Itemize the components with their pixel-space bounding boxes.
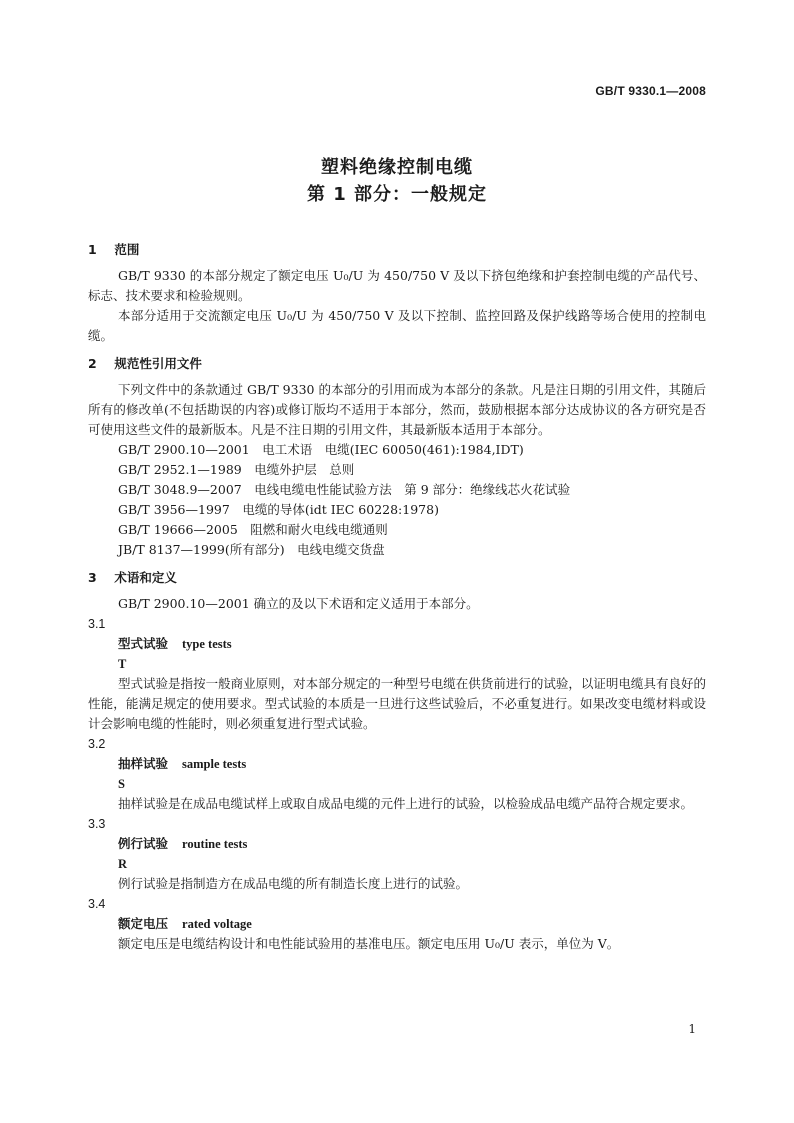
reference-item: JB/T 8137—1999(所有部分) 电线电缆交货盘 xyxy=(118,542,385,557)
reference-item: GB/T 2952.1—1989 电缆外护层 总则 xyxy=(118,462,355,477)
term-en: type tests xyxy=(182,637,232,651)
term-abbreviation: S xyxy=(118,777,125,791)
section-heading-scope xyxy=(88,240,706,260)
term-definition: 额定电压是电缆结构设计和电性能试验用的基准电压。额定电压用 U₀/U 表示，单位为 V。 xyxy=(118,936,620,951)
term-zh: 型式试验 xyxy=(118,636,169,651)
term-zh: 额定电压 xyxy=(118,916,169,931)
paragraph: 本部分适用于交流额定电压 U₀/U 为 450/750 V 及以下控制、监控回路及保护线路等场合使用的控制电缆。 xyxy=(88,308,706,343)
term-en: rated voltage xyxy=(182,917,252,931)
page-number: 1 xyxy=(688,1022,696,1036)
term-en: routine tests xyxy=(182,837,248,851)
paragraph: 下列文件中的条款通过 GB/T 9330 的本部分的引用而成为本部分的条款。凡是注日期的引用文件，其随后所有的修改单(不包括勘误的内容)或修订版均不适用于本部分，然而，鼓励根据本部分达成协议的各方研究是否可使用这些文件的最新版本。凡是不注日期的引用文件，其最新版本适用于本部分。 xyxy=(88,382,706,437)
document-title: 塑料绝缘控制电缆 xyxy=(321,157,473,178)
reference-item: GB/T 19666—2005 阻燃和耐火电线电缆通则 xyxy=(118,522,388,537)
term-entry xyxy=(88,834,706,854)
term-entry xyxy=(88,634,706,654)
section-heading-normative-references xyxy=(88,354,706,374)
section-title: 术语和定义 xyxy=(114,570,177,585)
term-entry xyxy=(88,754,706,774)
term-definition: 例行试验是指制造方在成品电缆的所有制造长度上进行的试验。 xyxy=(118,876,469,891)
section-number: 3 xyxy=(88,570,97,585)
term-definition: 型式试验是指按一般商业原则，对本部分规定的一种型号电缆在供货前进行的试验，以证明电缆具有良好的性能，能满足规定的使用要求。型式试验的本质是一旦进行这些试验后，不必重复进行。如果改变电缆材料或设计会影响电缆的性能时，则必须重复进行型式试验。 xyxy=(88,676,706,731)
term-en: sample tests xyxy=(182,757,247,771)
section-number: 1 xyxy=(88,242,97,257)
term-entry xyxy=(88,914,706,934)
paragraph: GB/T 9330 的本部分规定了额定电压 U₀/U 为 450/750 V 及以下挤包绝缘和护套控制电缆的产品代号、标志、技术要求和检验规则。 xyxy=(88,268,706,303)
standard-code: GB/T 9330.1—2008 xyxy=(595,84,706,98)
document-body xyxy=(88,240,706,954)
clause-number: 3.1 xyxy=(88,617,106,631)
document-subtitle: 第 1 部分：一般规定 xyxy=(306,184,488,205)
term-abbreviation: T xyxy=(118,657,127,671)
reference-item: GB/T 3048.9—2007 电线电缆电性能试验方法 第 9 部分：绝缘线芯火花试验 xyxy=(118,482,571,497)
term-definition: 抽样试验是在成品电缆试样上或取自成品电缆的元件上进行的试验，以检验成品电缆产品符合规定要求。 xyxy=(118,796,694,811)
section-number: 2 xyxy=(88,356,97,371)
clause-number: 3.3 xyxy=(88,817,106,831)
section-heading-terms-definitions xyxy=(88,568,706,588)
clause-number: 3.2 xyxy=(88,737,106,751)
reference-item: GB/T 3956—1997 电缆的导体(idt IEC 60228:1978) xyxy=(118,502,439,517)
term-zh: 抽样试验 xyxy=(118,756,169,771)
term-zh: 例行试验 xyxy=(118,836,169,851)
section-title: 范围 xyxy=(114,242,140,257)
clause-number: 3.4 xyxy=(88,897,106,911)
section-title: 规范性引用文件 xyxy=(114,356,202,371)
reference-item: GB/T 2900.10—2001 电工术语 电缆(IEC 60050(461):1984,IDT) xyxy=(118,442,524,457)
term-abbreviation: R xyxy=(118,857,128,871)
paragraph: GB/T 2900.10—2001 确立的及以下术语和定义适用于本部分。 xyxy=(118,596,479,611)
